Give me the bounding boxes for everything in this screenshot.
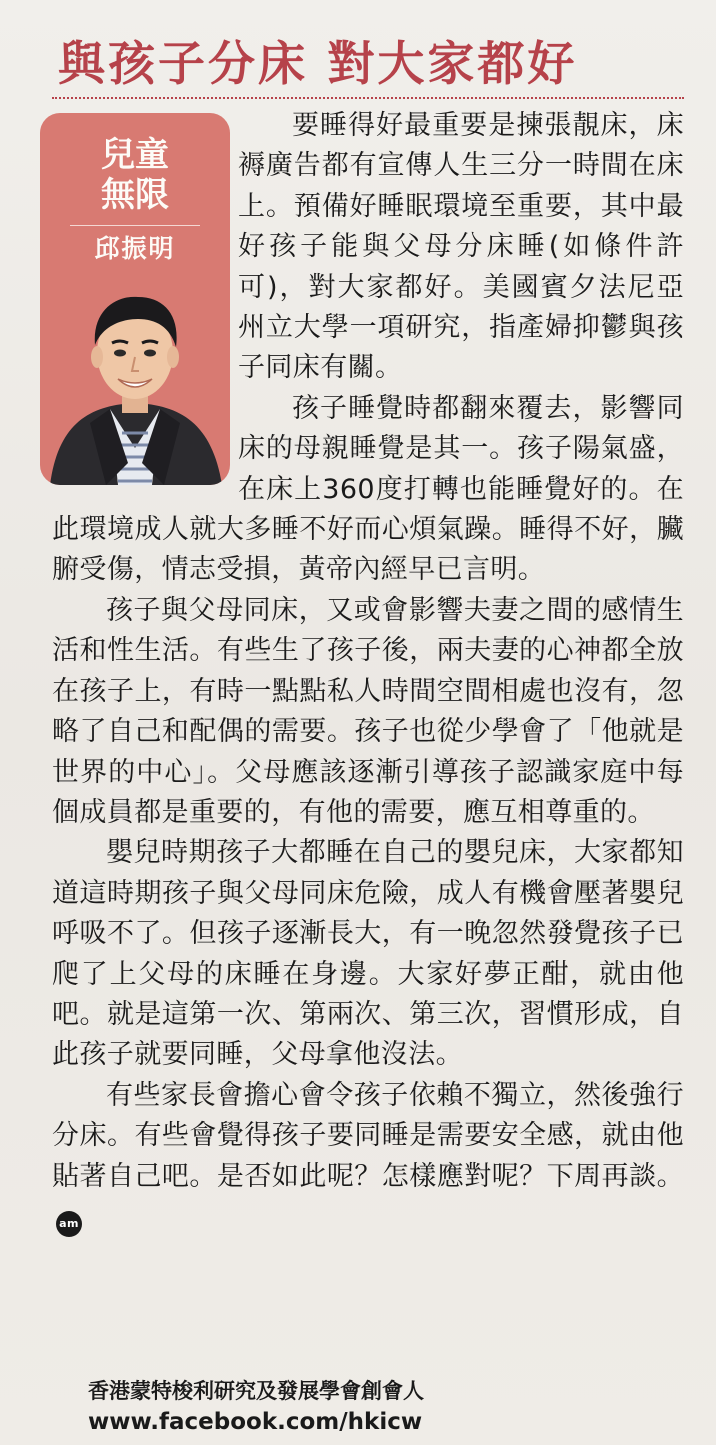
paragraph-3: 孩子與父母同床，又或會影響夫妻之間的感情生活和性生活。有些生了孩子後，兩夫妻的心神都全放在孩子上，有時一點點私人時間空間相處也沒有，忽略了自己和配偶的需要。孩子也從少學會了「他就是世界的中心」。父母應該逐漸引導孩子認識家庭中每個成員都是重要的，有他的需要，應互相尊重的。 xyxy=(52,594,684,828)
article-body xyxy=(52,100,684,1237)
paragraph-2: 孩子睡覺時都翻來覆去，影響同床的母親睡覺是其一。孩子陽氣盛，在床上360度打轉也能睡覺好的。在此環境成人就大多睡不好而心煩氣躁。睡得不好，臟腑受傷，情志受損，黃帝內經早已言明。 xyxy=(52,392,684,586)
column-name-line2: 無限 xyxy=(101,175,169,215)
paragraph-5 xyxy=(52,1076,684,1238)
end-mark-icon: am xyxy=(56,1211,82,1237)
paragraph-5-text: 有些家長會擔心會令孩子依賴不獨立，然後強行分床。有些會覺得孩子要同睡是需要安全感，就由他貼著自己吧。是否如此呢？怎樣應對呢？下周再談。 xyxy=(52,1079,684,1192)
paragraph-4: 嬰兒時期孩子大都睡在自己的嬰兒床，大家都知道這時期孩子與父母同床危險，成人有機會壓著嬰兒呼吸不了。但孩子逐漸長大，有一晚忽然發覺孩子已爬了上父母的床睡在身邊。大家好夢正酣，就由他吧。就是這第一次、第兩次、第三次，習慣形成，自此孩子就要同睡，父母拿他沒法。 xyxy=(52,837,684,1071)
author-name: 邱振明 xyxy=(94,234,176,263)
headline-divider xyxy=(52,97,684,99)
headline: 與孩子分床 對大家都好 xyxy=(58,37,578,92)
facebook-url[interactable]: www.facebook.com/hkicw xyxy=(88,1409,423,1435)
column-name-line1: 兒童 xyxy=(101,135,169,175)
paragraph-1: 要睡得好最重要是揀張靚床，床褥廣告都有宣傳人生三分一時間在床上。預備好睡眠環境至重要，其中最好孩子能與父母分床睡(如條件許可)，對大家都好。美國賓夕法尼亞州立大學一項研究，指產婦抑鬱與孩子同床有關。 xyxy=(238,110,684,384)
author-credit: 香港蒙特梭利研究及發展學會創會人 xyxy=(88,1379,424,1403)
